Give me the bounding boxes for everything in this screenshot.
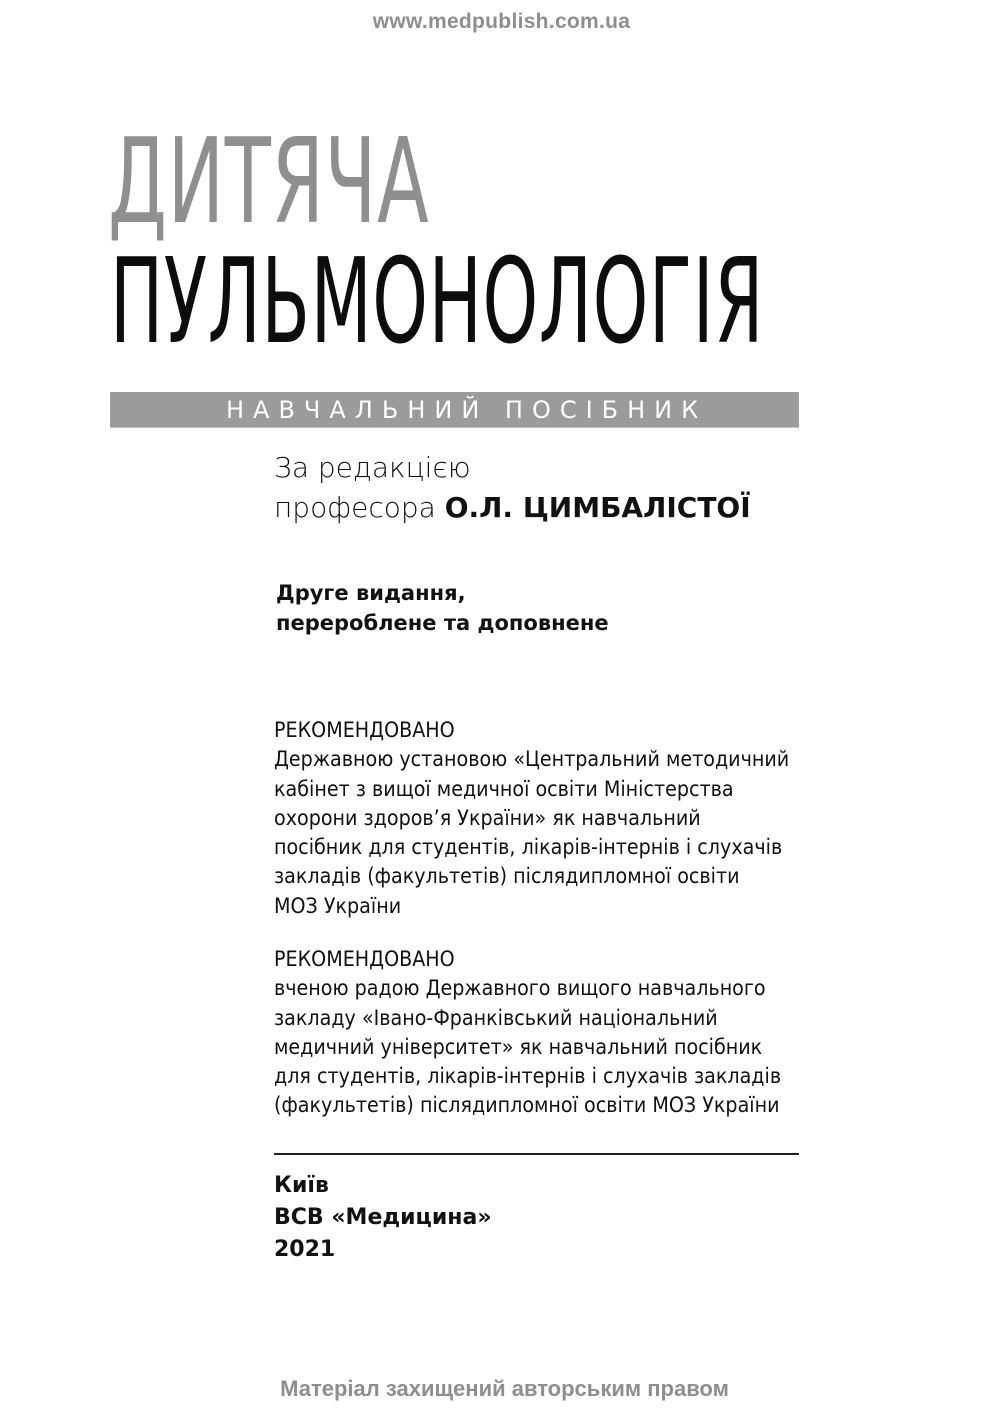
rec1-line: посібник для студентів, лікарів-інтернів і слухачів bbox=[274, 835, 783, 860]
rec2-heading: РЕКОМЕНДОВАНО bbox=[274, 947, 455, 971]
rec1-line: Державною установою «Центральний методичний bbox=[274, 747, 790, 772]
divider-rule bbox=[274, 1153, 799, 1155]
recommendation-block-1 bbox=[274, 716, 789, 921]
editor-line1: За редакцією bbox=[274, 451, 471, 484]
imprint-city: Київ bbox=[274, 1173, 329, 1198]
rec1-line: закладів (факультетів) післядипломної освіти bbox=[274, 864, 740, 889]
rec2-line: вченою радою Державного вищого навчального bbox=[274, 976, 766, 1001]
editor-name: О.Л. ЦИМБАЛІСТОЇ bbox=[444, 491, 751, 524]
rec1-line: МОЗ України bbox=[274, 893, 402, 918]
subtitle-banner bbox=[110, 392, 799, 428]
book-title-line1: ДИТЯЧА bbox=[108, 112, 430, 250]
editor-line2 bbox=[274, 490, 751, 526]
book-title-line2: ПУЛЬМОНОЛОГІЯ bbox=[110, 232, 764, 370]
imprint-year: 2021 bbox=[274, 1237, 336, 1262]
rec2-line: закладу «Івано-Франківський національний bbox=[274, 1005, 718, 1030]
imprint-block bbox=[274, 1170, 492, 1266]
rec2-line: для студентів, лікарів-інтернів і слухачів закладів bbox=[274, 1064, 782, 1089]
copyright-watermark: Матеріал захищений авторським правом bbox=[280, 1376, 729, 1401]
edition-line1: Друге видання, bbox=[276, 581, 466, 605]
imprint-publisher: ВСВ «Медицина» bbox=[274, 1205, 492, 1230]
edition-line2: перероблене та доповнене bbox=[276, 611, 609, 635]
recommendation-block-2 bbox=[274, 945, 781, 1121]
editor-title: професора bbox=[274, 491, 436, 524]
rec2-line: медичний університет» як навчальний посібник bbox=[274, 1034, 763, 1059]
rec1-line: кабінет з вищої медичної освіти Міністерства bbox=[274, 776, 734, 801]
subtitle-text: НАВЧАЛЬНИЙ ПОСІБНИК bbox=[226, 396, 708, 424]
rec2-line: (факультетів) післядипломної освіти МОЗ України bbox=[274, 1093, 780, 1118]
rec1-heading: РЕКОМЕНДОВАНО bbox=[274, 718, 455, 742]
edition-note bbox=[276, 578, 609, 638]
watermark-url: www.medpublish.com.ua bbox=[372, 10, 631, 33]
rec1-line: охорони здоров’я України» як навчальний bbox=[274, 805, 701, 830]
